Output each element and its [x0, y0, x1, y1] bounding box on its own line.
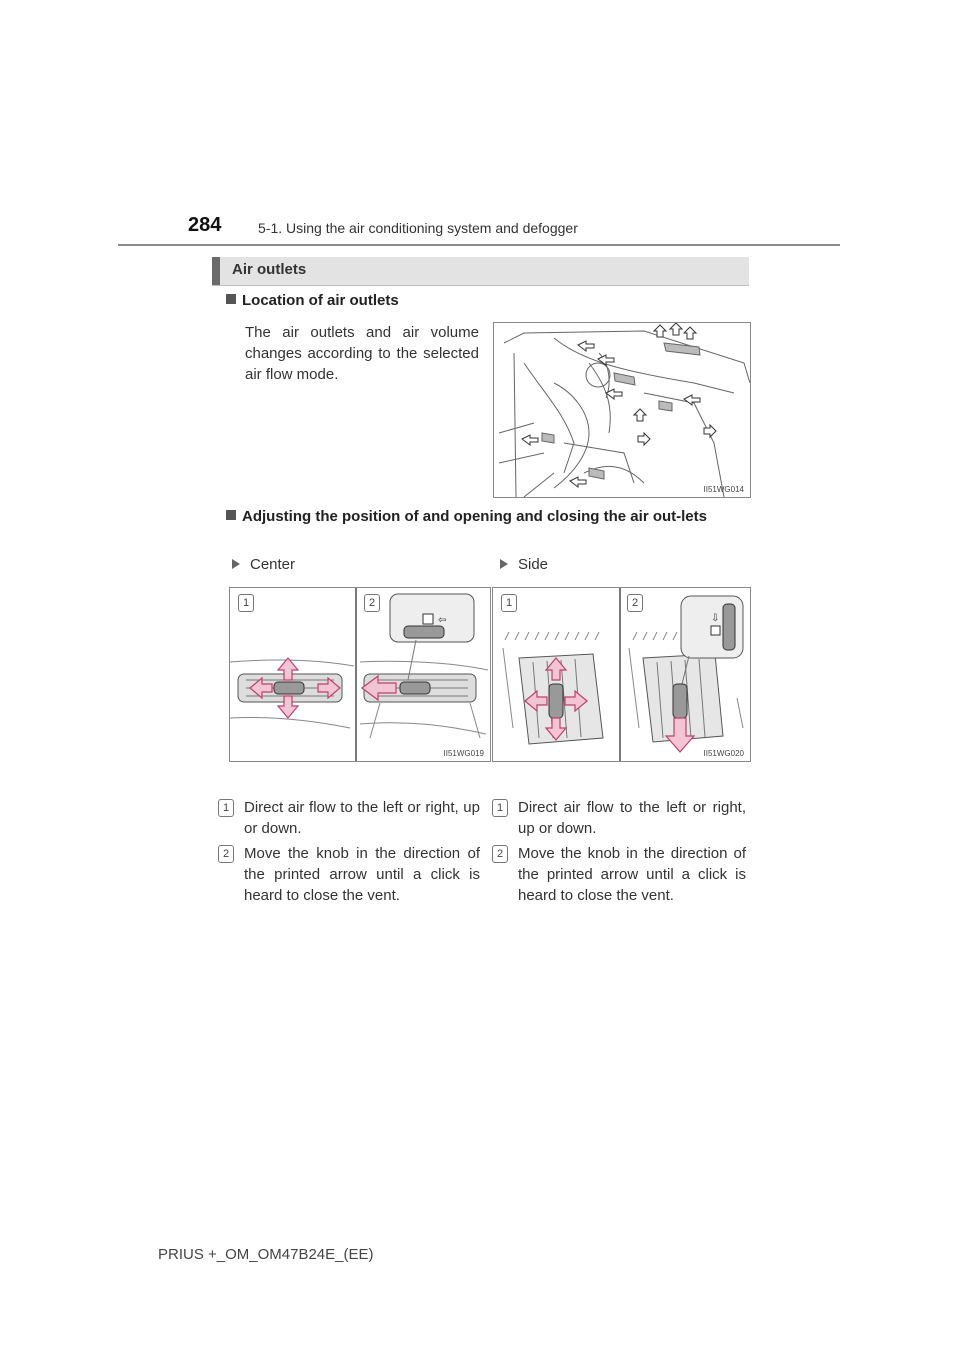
svg-text:⇦: ⇦	[438, 615, 447, 626]
interior-air-outlets-figure	[493, 322, 751, 498]
figure-code: II51WG014	[703, 485, 744, 494]
section-title-bar	[212, 257, 749, 286]
figure-badge-1: 1	[238, 594, 254, 612]
center-label-text: Center	[250, 556, 296, 573]
svg-text:⇩: ⇩	[711, 613, 720, 624]
center-step-1-text: Direct air flow to the left or right, up or down.	[244, 799, 480, 837]
center-step-2-text: Move the knob in the direction of the printed arrow until a click is heard to close the vent.	[244, 845, 480, 904]
page-number: 284	[188, 214, 222, 236]
center-label	[232, 556, 295, 573]
center-vent-illustration	[230, 588, 490, 761]
side-label	[500, 556, 548, 573]
footer-doc-id: PRIUS +_OM_OM47B24E_(EE)	[158, 1246, 374, 1263]
square-bullet-icon	[226, 510, 236, 520]
figure-code: II51WG019	[443, 749, 484, 758]
section-bar-stripe	[212, 257, 220, 285]
side-vent-illustration	[493, 588, 750, 761]
step-number-badge: 2	[492, 845, 508, 863]
step-number-badge: 2	[218, 845, 234, 863]
triangle-bullet-icon	[500, 559, 508, 569]
figure-badge-1: 1	[501, 594, 517, 612]
triangle-bullet-icon	[232, 559, 240, 569]
adjusting-heading-text: Adjusting the position of and opening and closing the air out-lets	[242, 508, 707, 525]
figure-badge-2: 2	[627, 594, 643, 612]
side-step-1-text: Direct air flow to the left or right, up or down.	[518, 799, 746, 837]
running-header: 5-1. Using the air conditioning system and defogger	[258, 220, 578, 236]
center-vent-figure	[229, 587, 491, 762]
location-heading	[226, 292, 399, 309]
side-label-text: Side	[518, 556, 549, 573]
square-bullet-icon	[226, 294, 236, 304]
location-heading-text: Location of air outlets	[242, 292, 399, 309]
figure-code: II51WG020	[703, 749, 744, 758]
header-divider	[118, 244, 840, 246]
step-number-badge: 1	[218, 799, 234, 817]
step-number-badge: 1	[492, 799, 508, 817]
side-vent-figure	[492, 587, 751, 762]
section-title: Air outlets	[232, 261, 307, 278]
location-body: The air outlets and air volume changes according to the selected air flow mode.	[245, 324, 479, 383]
adjusting-heading	[226, 506, 746, 527]
side-step-2-text: Move the knob in the direction of the printed arrow until a click is heard to close the vent.	[518, 845, 746, 904]
figure-badge-2: 2	[364, 594, 380, 612]
interior-illustration	[494, 323, 750, 497]
